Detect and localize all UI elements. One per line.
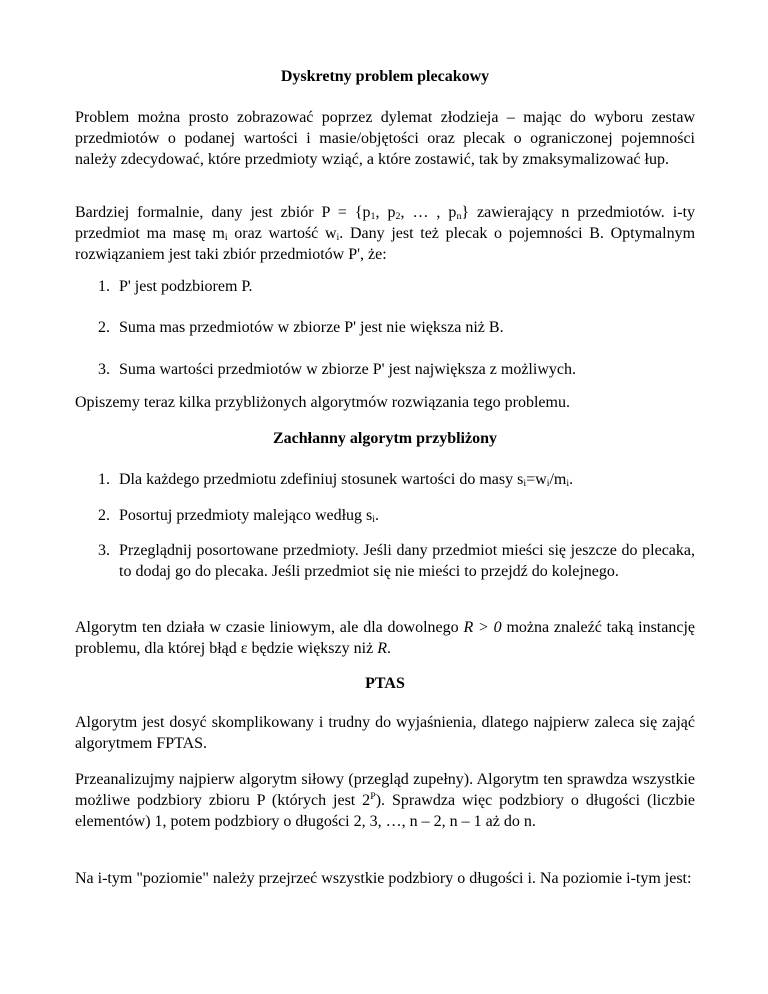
- condition-item-3: 3. Suma wartości przedmiotów w zbiorze P' jest największa z możliwych.: [98, 361, 576, 378]
- approx-intro-paragraph: Opiszemy teraz kilka przybliżonych algorytmów rozwiązania tego problemu.: [75, 394, 570, 411]
- condition-item-2: 2. Suma mas przedmiotów w zbiorze P' jest nie większa niż B.: [98, 319, 504, 336]
- ptas-intro-paragraph: Algorytm jest dosyć skomplikowany i trudny do wyjaśnienia, dlatego najpierw zaleca się zająć algorytmem FPTAS.: [75, 714, 695, 752]
- greedy-section-title: Zachłanny algorytm przybliżony: [272, 430, 497, 447]
- greedy-note-paragraph: Algorytm ten działa w czasie liniowym, ale dla dowolnego R > 0 można znaleźć taką instancję problemu, dla której błąd ε będzie większy niż R.: [75, 619, 695, 657]
- brute-force-paragraph: Przeanalizujmy najpierw algorytm siłowy (przegląd zupełny). Algorytm ten sprawdza wszystkie możliwe podzbiory zbioru P (których jest $2^P$). Sprawdza więc podzbiory o długości (liczbie elementów) 1, potem podzbiory o długości 2, 3, …, n – 2, n – 1 aż do n.: [75, 771, 695, 830]
- level-paragraph: Na i-tym "poziomie" należy przejrzeć wszystkie podzbiory o długości i. Na poziomie i-tym jest:: [75, 870, 692, 887]
- greedy-step-3: 3. Przeglądnij posortowane przedmioty. Jeśli dany przedmiot mieści się jeszcze do plecaka, to dodaj go do plecaka. Jeśli przedmiot się nie mieści to przejdź do kolejnego.: [98, 542, 695, 580]
- greedy-step-1: 1. Dla każdego przedmiotu zdefiniuj stosunek wartości do masy $s_i=w_i/m_i$.: [98, 471, 574, 489]
- condition-item-1: 1. P' jest podzbiorem P.: [98, 278, 253, 295]
- intro-paragraph: Problem można prosto zobrazować poprzez dylemat złodzieja – mając do wyboru zestaw przedmiotów o podanej wartości i masie/objętości oraz plecak o ograniczonej pojemności należy zdecydować, które przedmioty wziąć, a które zostawić, tak by zmaksymalizować łup.: [75, 109, 695, 168]
- formal-definition-paragraph: Bardziej formalnie, dany jest zbiór $P = \{p_1$, $p_2$, … , $p_n$} zawierający n przedmiotów. i-ty przedmiot ma masę $m_i$ oraz wartość $w_i$. Dany jest też plecak o pojemności B. Optymalnym rozwiązaniem jest taki zbiór przedmiotów P', że:: [75, 204, 696, 263]
- ptas-section-title: PTAS: [365, 675, 405, 692]
- document-title: Dyskretny problem plecakowy: [280, 68, 490, 85]
- greedy-step-2: 2. Posortuj przedmioty malejąco według $s_i$.: [98, 507, 380, 525]
